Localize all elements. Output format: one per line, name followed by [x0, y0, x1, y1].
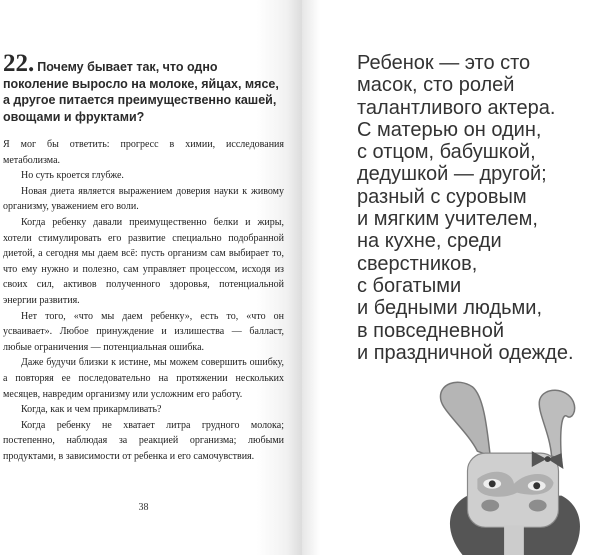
question-heading: [3, 50, 284, 125]
paragraph: Новая диета является выражением доверия науки к живому организму, уважением его воли.: [3, 185, 284, 213]
paragraph: Когда, как и чем прикармливать?: [21, 404, 162, 416]
quote-line: и бедными людьми,: [357, 297, 543, 320]
quote-line: дедушкой — другой;: [357, 163, 547, 186]
body-text: [3, 137, 284, 464]
bunny-illustration: [422, 372, 600, 555]
paragraph: Даже будучи близки к истине, мы можем совершить ошибку, а повторяя ее последовательно на протяжении нескольких месяцев, навредим организму или усложним его работу.: [3, 357, 284, 400]
question-number: 22.: [3, 50, 35, 77]
quote-line: разный с суровым: [357, 185, 527, 208]
paragraph: Когда ребенку давали преимущественно белки и жиры, хотели стимулировать его развитие специально подобранной диетой, а сегодня мы даем всё: пусть организм сам выбирает то, что ему нужно и полезно, сам управляет процессом, исходя из своих сил, активов полученного здоровья, потенциальной энергии развития.: [3, 216, 284, 306]
quote: [357, 52, 574, 364]
question-text: Почему бывает так, что одно поколение выросло на молоке, яйцах, мясе, а другое питается преимущественно кашей, овощами и фруктами?: [3, 60, 279, 124]
paragraph: Но суть кроется глубже.: [21, 170, 124, 182]
paragraph: Я мог бы ответить: прогресс в химии, исследования метаболизма.: [3, 139, 284, 166]
quote-line: с богатыми: [357, 274, 462, 297]
quote-line: в повседневной: [357, 319, 505, 342]
right-page: [302, 0, 600, 555]
quote-line: и праздничной одежде.: [357, 341, 574, 364]
page-number: 38: [138, 502, 149, 513]
quote-line: и мягким учителем,: [357, 208, 538, 231]
quote-line: С матерью он один,: [357, 118, 542, 141]
quote-line: Ребенок — это сто: [357, 52, 531, 74]
quote-line: на кухне, среди: [357, 230, 502, 253]
quote-line: сверстников,: [357, 252, 478, 275]
paragraph: Когда ребенку не хватает литра грудного молока; постепенно, наблюдая за реакцией организма; любыми продуктами, в зависимости от ребенка и его самочувствия.: [3, 419, 284, 462]
quote-line: с отцом, бабушкой,: [357, 141, 536, 164]
paragraph: Нет того, «что мы даем ребенку», есть то, «что он усваивает». Любое принуждение и излишества — балласт, любые ограничения — потенциальная ошибка.: [3, 310, 284, 353]
quote-line: талантливого актера.: [357, 96, 556, 119]
quote-line: масок, сто ролей: [357, 74, 515, 97]
